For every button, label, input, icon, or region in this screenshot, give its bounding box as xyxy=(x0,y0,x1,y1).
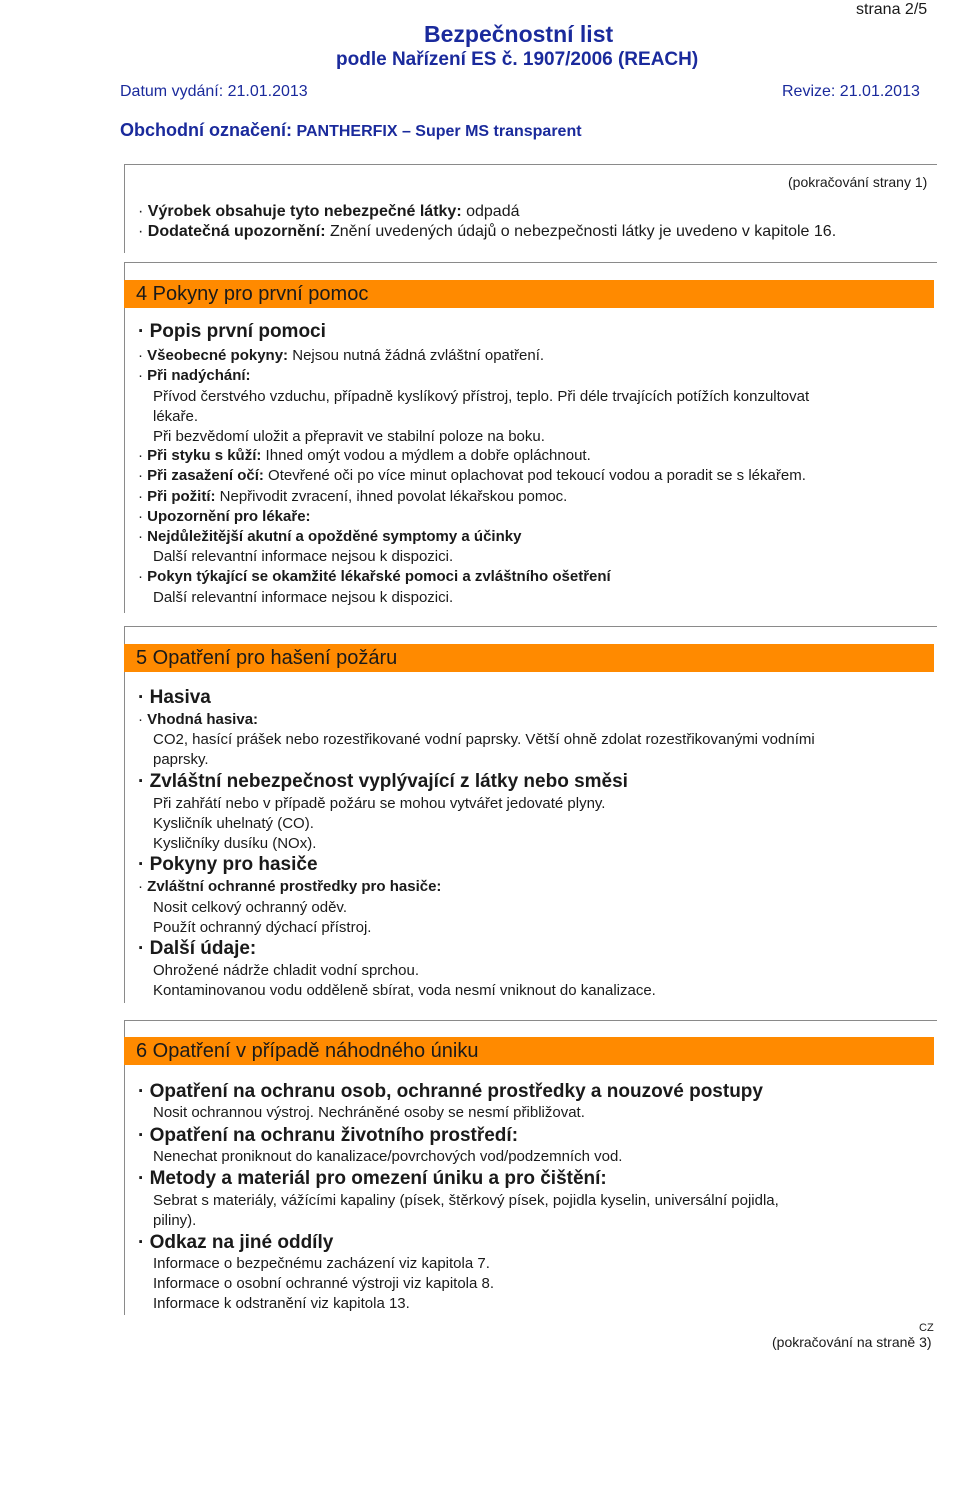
intro-line-1: · Výrobek obsahuje tyto nebezpečné látky: odpadá xyxy=(138,203,520,220)
s6-ref-text-1: Informace o bezpečnému zacházení viz kapitola 7. xyxy=(153,1255,490,1272)
s5-hazard-text-2: Kysličník uhelnatý (CO). xyxy=(153,815,314,832)
s6-env-text: Nenechat proniknout do kanalizace/povrchových vod/podzemních vod. xyxy=(153,1148,623,1165)
issue-date: Datum vydání: 21.01.2013 xyxy=(120,83,308,100)
s4-skin: · Při styku s kůží: Ihned omýt vodou a mýdlem a dobře opláchnout. xyxy=(138,447,591,464)
intro-line-2: · Dodatečná upozornění: Znění uvedených údajů o nebezpečnosti látky je uvedeno v kapitole 16. xyxy=(138,223,837,240)
s4-eyes: · Při zasažení očí: Otevřené oči po více minut oplachovat pod tekoucí vodou a poradit se s lékařem. xyxy=(138,467,806,484)
s5-hazard-text-1: Při zahřátí nebo v případě požáru se mohou vytvářet jedovaté plyny. xyxy=(153,795,606,812)
continuation-bottom: (pokračování na straně 3) xyxy=(772,1334,932,1350)
s6-ref-text-3: Informace k odstranění viz kapitola 13. xyxy=(153,1295,410,1312)
s5-equipment-text-1: Nosit celkový ochranný oděv. xyxy=(153,899,347,916)
s4-inhalation-text-3: Při bezvědomí uložit a přepravit ve stabilní poloze na boku. xyxy=(153,428,545,445)
s4-treatment-value: Další relevantní informace nejsou k dispozici. xyxy=(153,589,454,606)
s5-equipment-label: · Zvláštní ochranné prostředky pro hasiče: xyxy=(138,878,442,895)
s6-heading-4: · Odkaz na jiné oddíly xyxy=(138,1232,334,1253)
s5-equipment-text-2: Použít ochranný dýchací přístroj. xyxy=(153,919,372,936)
s4-inhalation-text-1: Přívod čerstvého vzduchu, případně kyslíkový přístroj, teplo. Při déle trvajících potížích konzultovat xyxy=(153,388,810,405)
s5-suitable-text-2: paprsky. xyxy=(153,751,209,768)
s6-cleanup-text-2: piliny). xyxy=(153,1212,197,1229)
s6-heading-2: · Opatření na ochranu životního prostředí: xyxy=(138,1125,519,1146)
s5-further-text-1: Ohrožené nádrže chladit vodní sprchou. xyxy=(153,962,419,979)
section-5-title: 5 Opatření pro hašení požáru xyxy=(124,644,934,672)
country-code: CZ xyxy=(919,1322,934,1334)
s5-further-text-2: Kontaminovanou vodu odděleně sbírat, voda nesmí vniknout do kanalizace. xyxy=(153,982,656,999)
s6-heading-3: · Metody a materiál pro omezení úniku a pro čištění: xyxy=(138,1168,607,1189)
s4-inhalation-text-2: lékaře. xyxy=(153,408,199,425)
s4-treatment-label: · Pokyn týkající se okamžité lékařské pomoci a zvláštního ošetření xyxy=(138,568,611,585)
s5-suitable-text-1: CO2, hasící prášek nebo rozestřikované vodní paprsky. Větší ohně zdolat rozestřikovanými vodními xyxy=(153,731,815,748)
section-6-title: 6 Opatření v případě náhodného úniku xyxy=(124,1037,934,1065)
continuation-top: (pokračování strany 1) xyxy=(788,174,928,190)
s4-ingestion: · Při požití: Nepřivodit zvracení, ihned povolat lékařskou pomoc. xyxy=(138,488,568,505)
trade-name-label: Obchodní označení: xyxy=(120,120,293,140)
s6-ref-text-2: Informace o osobní ochranné výstroji viz kapitola 8. xyxy=(153,1275,495,1292)
s4-inhalation-label: · Při nadýchání: xyxy=(138,367,251,384)
page-number: strana 2/5 xyxy=(856,1,928,18)
s5-heading-4: · Další údaje: xyxy=(138,938,257,959)
s4-heading: · Popis první pomoci xyxy=(138,321,326,342)
s5-suitable-label: · Vhodná hasiva: xyxy=(138,711,259,728)
s6-cleanup-text-1: Sebrat s materiály, vážícími kapaliny (písek, štěrkový písek, pojidla kyselin, universální pojidla, xyxy=(153,1192,779,1209)
s4-symptoms-value: Další relevantní informace nejsou k dispozici. xyxy=(153,548,454,565)
document-subtitle: podle Nařízení ES č. 1907/2006 (REACH) xyxy=(336,49,699,70)
s4-symptoms-label: · Nejdůležitější akutní a opožděné symptomy a účinky xyxy=(138,528,522,545)
s5-heading-2: · Zvláštní nebezpečnost vyplývající z látky nebo směsi xyxy=(138,771,628,792)
s5-heading-3: · Pokyny pro hasiče xyxy=(138,854,318,875)
s4-general: · Všeobecné pokyny: Nejsou nutná žádná zvláštní opatření. xyxy=(138,347,545,364)
revision-date: Revize: 21.01.2013 xyxy=(782,83,920,100)
trade-name-value: PANTHERFIX – Super MS transparent xyxy=(296,123,582,140)
section-4-title: 4 Pokyny pro první pomoc xyxy=(124,280,934,308)
s6-heading-1: · Opatření na ochranu osob, ochranné prostředky a nouzové postupy xyxy=(138,1081,763,1102)
s6-persons-text: Nosit ochrannou výstroj. Nechráněné osoby se nesmí přibližovat. xyxy=(153,1104,585,1121)
trade-name xyxy=(120,120,582,141)
s4-doctor: · Upozornění pro lékaře: xyxy=(138,508,311,525)
document-title: Bezpečnostní list xyxy=(424,21,614,47)
s5-hazard-text-3: Kysličníky dusíku (NOx). xyxy=(153,835,317,852)
s5-heading-1: · Hasiva xyxy=(138,687,211,708)
